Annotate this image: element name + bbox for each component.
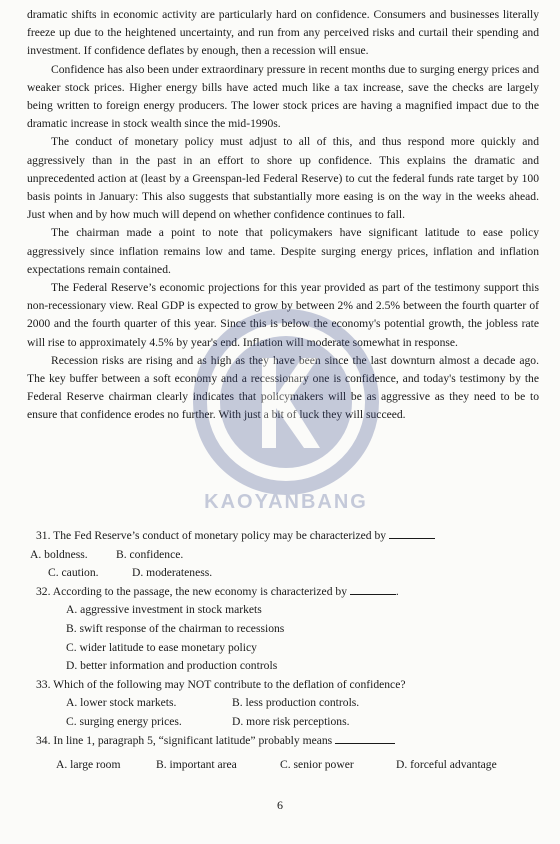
option-31-c[interactable]: C. caution.: [48, 566, 99, 580]
option-33-a[interactable]: A. lower stock markets.: [66, 696, 177, 710]
question-list: [30, 527, 536, 775]
answer-blank[interactable]: [335, 732, 395, 744]
option-31-b[interactable]: B. confidence.: [116, 547, 184, 561]
question-34-stem: 34. In line 1, paragraph 5, “significant latitude” probably means: [36, 733, 333, 747]
option-32-d[interactable]: D. better information and production controls: [66, 659, 278, 673]
option-34-d[interactable]: D. forceful advantage: [396, 758, 497, 772]
answer-blank[interactable]: [350, 583, 396, 595]
passage-paragraph-4: The chairman made a point to note that policymakers have significant latitude to ease policy aggressively since inflation remains low and tame. Despite surging energy prices, inflation and inflation expectations remain contained.: [27, 226, 539, 276]
question-32: 32. According to the passage, the new economy is characterized by . A. aggressive investment in stock markets B. swift response of the chairman to recessions C. wider latitude to ease monetary policy D. better information and production controls: [36, 583, 536, 676]
answer-blank[interactable]: [389, 527, 435, 539]
reading-passage: [27, 6, 539, 425]
passage-paragraph-5: The Federal Reserve’s economic projections for this year provided as part of the testimony support this non-recessionary view. Real GDP is expected to grow by between 2% and 2.5% between the fourth quarter of 2000 and the fourth quarter of this year. Since this is below the economy's potential growth, the jobless rate will rise to approximately 4.5% by year's end. Inflation will moderate somewhat in response.: [27, 281, 539, 349]
question-34: [36, 732, 536, 775]
page-number: 6: [277, 798, 283, 812]
option-34-c[interactable]: C. senior power: [280, 758, 354, 772]
question-33-stem: 33. Which of the following may NOT contribute to the deflation of confidence?: [36, 677, 406, 691]
question-33: [36, 676, 536, 732]
option-32-a[interactable]: A. aggressive investment in stock markets: [66, 603, 262, 617]
question-32-stem: 32. According to the passage, the new economy is characterized by: [36, 584, 347, 598]
question-31: [30, 527, 536, 583]
watermark-text: KAOYANBANG: [204, 491, 368, 513]
option-31-d[interactable]: D. moderateness.: [132, 566, 213, 580]
question-31-stem: 31. The Fed Reserve’s conduct of monetary policy may be characterized by: [36, 529, 387, 542]
passage-paragraph-2: Confidence has also been under extraordinary pressure in recent months due to surging energy prices and weaker stock prices. Higher energy bills have acted much like a tax increase, save the checks are largely being written to foreign energy producers. The lower stock prices are having a magnified impact due to the dramatic increase in stock wealth since the mid-1990s.: [27, 62, 539, 131]
option-31-a[interactable]: A. boldness.: [30, 547, 88, 561]
option-33-c[interactable]: C. surging energy prices.: [66, 714, 182, 728]
passage-paragraph-3: The conduct of monetary policy must adjust to all of this, and thus respond more quickly and aggressively than in the past in an effort to shore up confidence. This explains the dramatic and unprecedented action at (least by a Greenspan-led Federal Reserve) to cut the federal funds rate target by 100 basis points in January: This also suggests that substantially more easing is on the way in the weeks ahead. Just when and by how much will depend on whether confidence continues to fall.: [27, 135, 539, 222]
option-32-c[interactable]: C. wider latitude to ease monetary policy: [66, 640, 257, 654]
option-34-a[interactable]: A. large room: [56, 758, 121, 772]
option-34-b[interactable]: B. important area: [156, 758, 237, 772]
passage-paragraph-6: Recession risks are rising and as high as they have been since the last downturn almost a decade ago. The key buffer between a soft economy and a recessionary one is confidence, and today's testimony by the Federal Reserve chairman clearly indicates that policymakers will be as aggressive as they need to be to ensure that confidence erodes no further. With just a bit of luck they will succeed.: [27, 353, 539, 422]
option-33-d[interactable]: D. more risk perceptions.: [232, 714, 350, 728]
option-33-b[interactable]: B. less production controls.: [232, 696, 360, 710]
passage-paragraph-1: dramatic shifts in economic activity are particularly hard on confidence. Consumers and businesses literally freeze up due to the heightened uncertainty, and run from any perceived risks and curtail their spending and investment. If confidence deflates by enough, then a recession will ensue.: [27, 8, 539, 58]
option-32-b[interactable]: B. swift response of the chairman to recessions: [66, 621, 285, 635]
